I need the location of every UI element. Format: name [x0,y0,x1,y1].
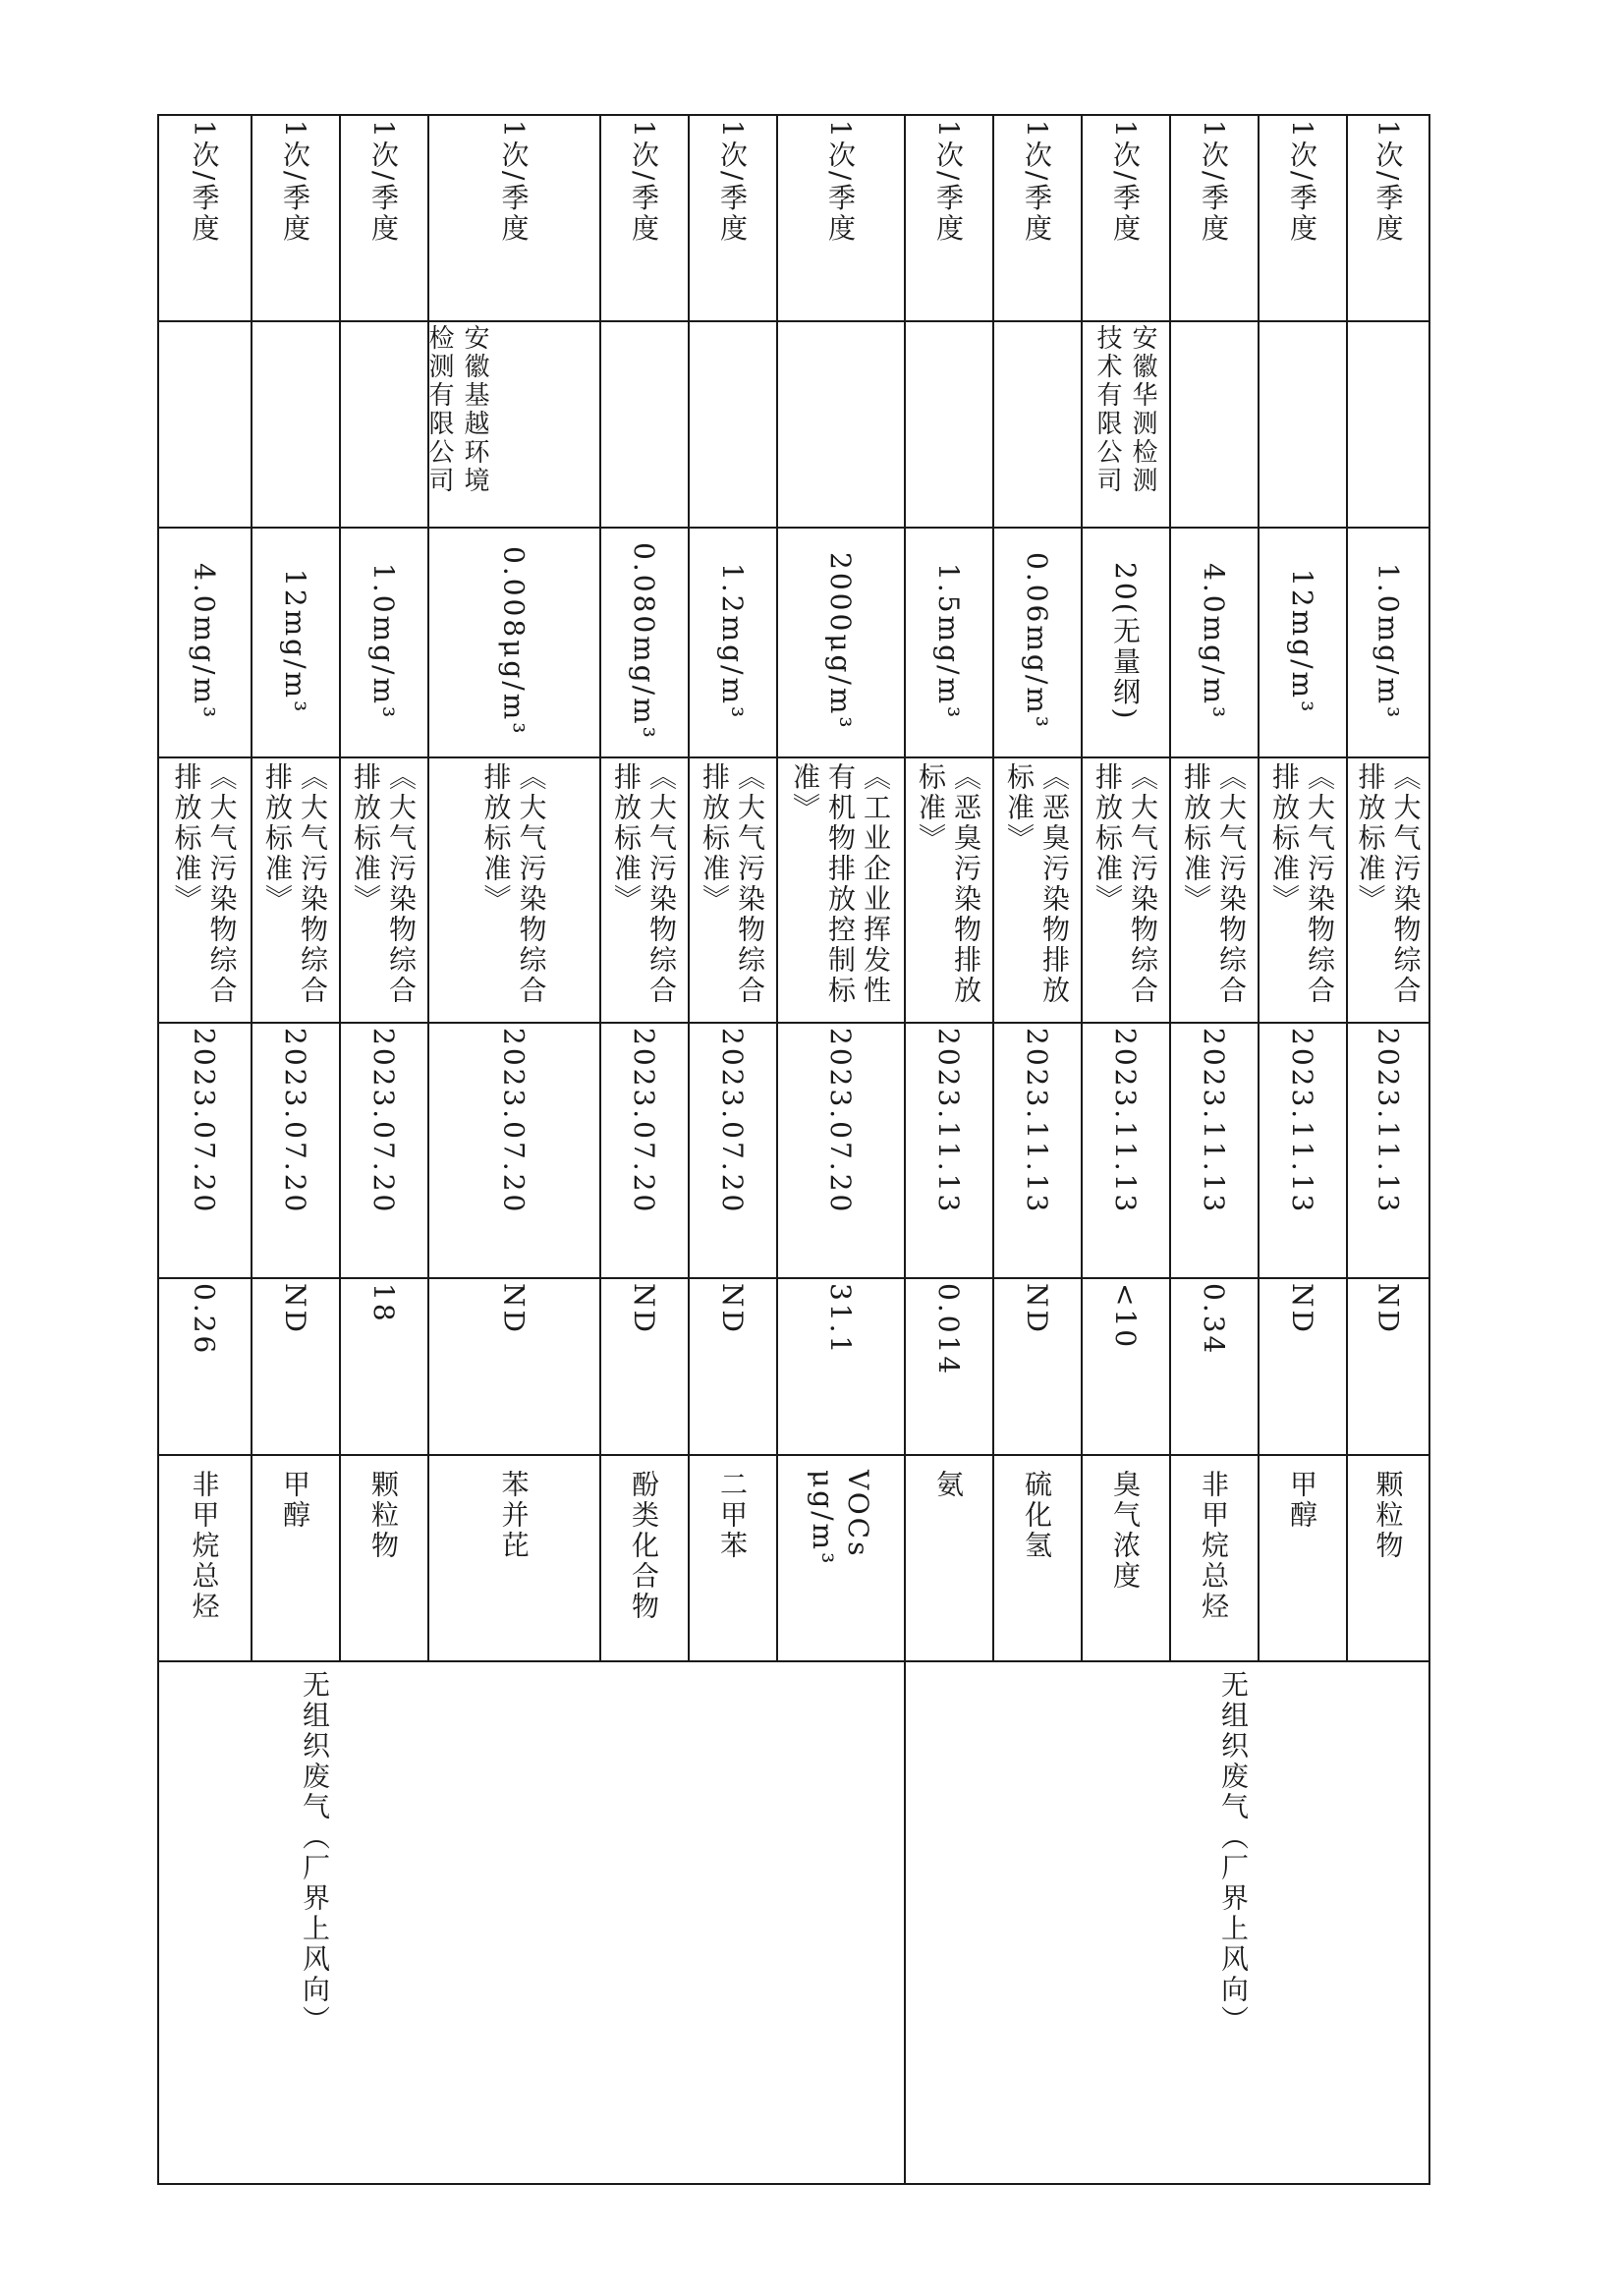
result-separator [157,1454,1430,1456]
date-cell: 2023.11.13 [1109,1028,1142,1215]
item-cell: VOCs μg/m³ [807,1470,874,1567]
date-cell: 2023.07.20 [628,1028,660,1215]
frequency-cell: 1次/季度 [279,120,311,245]
limit-cell: 1.5mg/m³ [932,562,965,721]
frequency-separator [157,320,1430,322]
standard-cell: 《大气污染物综合排放标准》 [1092,762,1159,1006]
result-cell: ND [1286,1283,1318,1335]
result-cell: ND [1021,1283,1053,1335]
date-cell: 2023.07.20 [367,1028,400,1215]
limit-cell: 1.0mg/m³ [1372,562,1405,721]
result-cell: ND [1372,1283,1405,1335]
standard-cell: 《恶臭污染物排放标准》 [1003,762,1071,1006]
limit-separator [157,756,1430,758]
source-type-label-2: 无组织废气（厂界上风向） [1217,1670,1250,2036]
standard-cell: 《大气污染物综合排放标准》 [1354,762,1423,1006]
date-cell: 2023.11.13 [1021,1028,1053,1215]
item-cell: 二甲苯 [716,1470,749,1561]
item-cell: 甲醇 [1286,1470,1318,1531]
frequency-cell: 1次/季度 [716,120,749,245]
monitoring-agency-2: 安徽华测检测技术有限公司 [1092,324,1157,495]
date-cell: 2023.11.13 [1198,1028,1230,1215]
date-cell: 2023.11.13 [932,1028,965,1215]
source-type-label-1: 无组织废气（厂界上风向） [299,1670,331,2036]
standard-cell: 《恶臭污染物排放标准》 [915,762,982,1006]
item-separator [157,1660,1430,1662]
frequency-cell: 1次/季度 [932,120,965,245]
standard-cell: 《大气污染物综合排放标准》 [1268,762,1336,1006]
result-cell: ND [716,1283,749,1335]
date-cell: 2023.07.20 [716,1028,749,1215]
frequency-cell: 1次/季度 [1286,120,1318,245]
limit-cell: 1.0mg/m³ [367,562,400,721]
result-cell: ND [497,1283,531,1335]
frequency-cell: 1次/季度 [1372,120,1405,245]
limit-cell: 20(无量纲) [1109,561,1142,722]
limit-cell: 12mg/m³ [1286,568,1318,715]
date-cell: 2023.07.20 [824,1028,857,1215]
table-border-bottom [157,2183,1430,2185]
frequency-cell: 1次/季度 [1109,120,1142,245]
standard-cell: 《大气污染物综合排放标准》 [699,762,766,1006]
frequency-cell: 1次/季度 [367,120,400,245]
standard-cell: 《工业企业挥发性有机物排放控制标准》 [789,762,892,1006]
frequency-cell: 1次/季度 [824,120,857,245]
limit-cell: 0.008μg/m³ [497,546,531,737]
result-cell: 0.34 [1198,1283,1230,1357]
row-separator [688,114,690,1660]
limit-cell: 0.06mg/m³ [1021,552,1053,731]
row-separator [251,114,252,1660]
date-cell: 2023.11.13 [1372,1028,1405,1215]
date-cell: 2023.07.20 [279,1028,311,1215]
standard-separator [157,1022,1430,1024]
frequency-cell: 1次/季度 [1198,120,1230,245]
result-cell: 18 [367,1283,400,1324]
item-cell: 颗粒物 [1372,1470,1405,1561]
row-separator [1346,114,1348,1660]
standard-cell: 《大气污染物综合排放标准》 [350,762,418,1006]
frequency-cell: 1次/季度 [188,120,221,245]
table-border-left [157,114,159,2185]
item-cell: 硫化氢 [1021,1470,1053,1561]
date-separator [157,1277,1430,1279]
agency-separator [157,527,1430,529]
item-cell: 非甲烷总烃 [1198,1470,1230,1622]
item-cell: 非甲烷总烃 [188,1470,221,1622]
limit-cell: 4.0mg/m³ [188,562,221,721]
date-cell: 2023.07.20 [188,1028,221,1215]
item-cell: 氨 [932,1470,965,1500]
row-separator [339,114,341,1660]
item-cell: 臭气浓度 [1109,1470,1142,1592]
row-separator [599,114,601,1660]
limit-cell: 0.080mg/m³ [628,542,660,741]
standard-cell: 《大气污染物综合排放标准》 [479,762,548,1006]
item-cell: 苯并芘 [497,1470,531,1561]
result-cell: 0.014 [932,1283,965,1377]
result-cell: ND [279,1283,311,1335]
limit-cell: 1.2mg/m³ [716,562,749,721]
row-separator [992,114,994,1660]
row-separator [1258,114,1260,1660]
table-border-right [1428,114,1430,2185]
result-cell: 0.26 [188,1283,221,1357]
group-separator [904,114,906,2185]
standard-cell: 《大气污染物综合排放标准》 [1180,762,1248,1006]
standard-cell: 《大气污染物综合排放标准》 [610,762,678,1006]
limit-cell: 12mg/m³ [279,568,311,715]
limit-cell: 4.0mg/m³ [1198,562,1230,721]
row-separator [776,114,778,1660]
result-cell: ND [628,1283,660,1335]
date-cell: 2023.11.13 [1286,1028,1318,1215]
monitoring-agency-1: 安徽基越环境检测有限公司 [424,324,489,495]
result-cell: <10 [1109,1283,1142,1351]
date-cell: 2023.07.20 [497,1028,531,1215]
item-cell: 甲醇 [279,1470,311,1531]
table-border-top [157,114,1430,116]
frequency-cell: 1次/季度 [497,120,531,245]
frequency-cell: 1次/季度 [1021,120,1053,245]
standard-cell: 《大气污染物综合排放标准》 [261,762,329,1006]
frequency-cell: 1次/季度 [628,120,660,245]
limit-cell: 2000μg/m³ [824,552,857,731]
item-cell: 酚类化合物 [628,1470,660,1622]
result-cell: 31.1 [824,1283,857,1357]
item-cell: 颗粒物 [367,1470,400,1561]
standard-cell: 《大气污染物综合排放标准》 [170,762,239,1006]
